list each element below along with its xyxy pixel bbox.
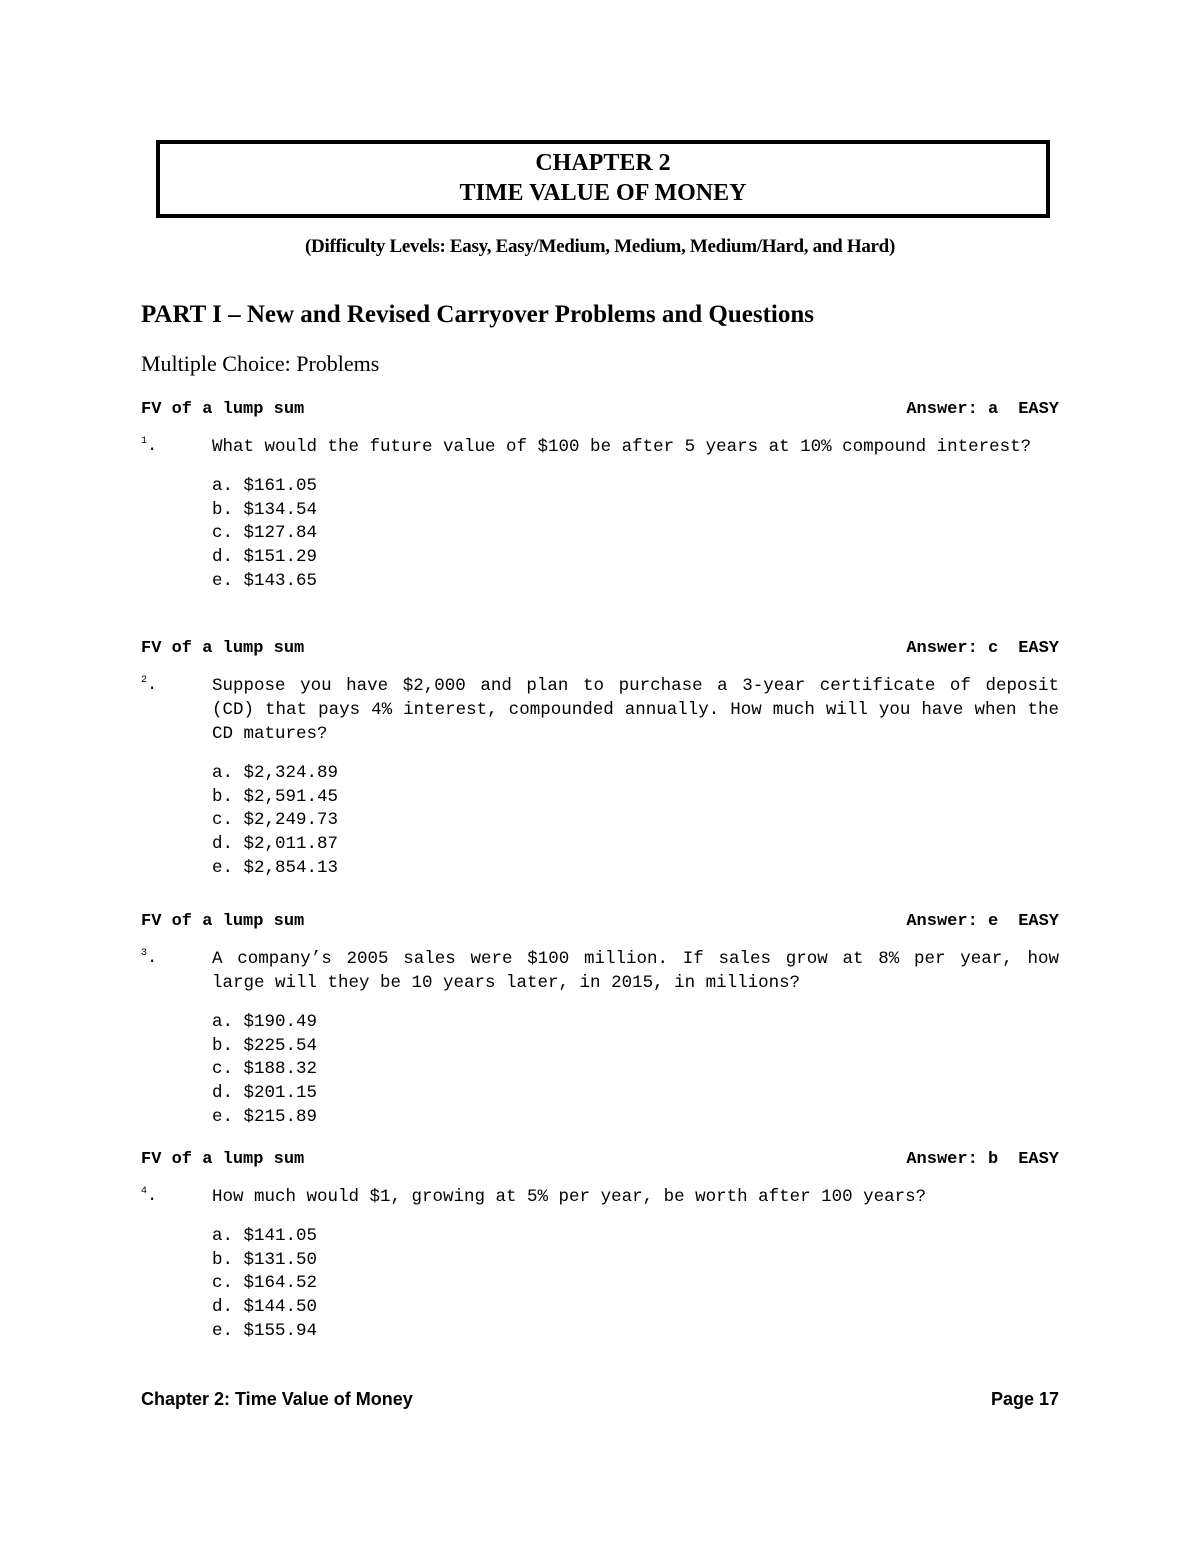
question-header xyxy=(141,912,1059,934)
question-topic: FV of a lump sum xyxy=(141,1150,305,1169)
difficulty-label: EASY xyxy=(1018,400,1059,419)
question-topic: FV of a lump sum xyxy=(141,639,305,658)
option-e: e. $143.65 xyxy=(212,570,318,591)
question-body xyxy=(141,947,1059,1130)
question-1 xyxy=(141,400,1059,594)
section-title: Multiple Choice: Problems xyxy=(141,351,380,376)
footer-chapter-title: Chapter 2: Time Value of Money xyxy=(141,1389,413,1409)
part-title: PART I – New and Revised Carryover Problems and Questions xyxy=(141,301,814,328)
option-a: a. $2,324.89 xyxy=(212,763,339,783)
question-3 xyxy=(141,912,1059,1130)
option-c: c. $164.52 xyxy=(212,1273,318,1294)
question-2 xyxy=(141,639,1059,881)
question-4 xyxy=(141,1150,1059,1344)
chapter-number: CHAPTER 2 xyxy=(535,150,671,176)
answer-label: Answer: a xyxy=(906,400,999,419)
question-header xyxy=(141,400,1059,422)
question-answer-key xyxy=(906,400,1059,422)
option-e: e. $155.94 xyxy=(212,1320,318,1341)
option-b: b. $2,591.45 xyxy=(212,786,339,807)
option-b: b. $131.50 xyxy=(212,1249,318,1270)
option-c: c. $127.84 xyxy=(212,523,318,544)
question-number: $^2$. xyxy=(141,675,158,695)
question-answer-key xyxy=(906,639,1059,661)
question-text: Suppose you have $2,000 and plan to purchase a 3-year certificate of deposit (CD) that pays 4% interest, compounded annually. How much will you have when the CD matures? xyxy=(212,676,1059,744)
option-c: c. $2,249.73 xyxy=(212,810,339,831)
difficulty-note: (Difficulty Levels: Easy, Easy/Medium, Medium, Medium/Hard, and Hard) xyxy=(305,236,895,257)
option-c: c. $188.32 xyxy=(212,1059,318,1080)
question-answer-key xyxy=(906,912,1059,934)
answer-options xyxy=(212,1225,1059,1344)
answer-options xyxy=(212,762,1059,881)
option-a: a. $141.05 xyxy=(212,1226,318,1246)
option-d: d. $2,011.87 xyxy=(212,834,339,855)
difficulty-label: EASY xyxy=(1018,1150,1059,1169)
option-b: b. $225.54 xyxy=(212,1035,318,1056)
question-body xyxy=(141,1185,1059,1344)
answer-label: Answer: e xyxy=(906,912,999,931)
question-header xyxy=(141,1150,1059,1172)
option-d: d. $151.29 xyxy=(212,547,318,568)
question-body xyxy=(141,674,1059,881)
question-text: How much would $1, growing at 5% per year, be worth after 100 years? xyxy=(212,1187,927,1207)
question-header xyxy=(141,639,1059,661)
difficulty-label: EASY xyxy=(1018,912,1059,931)
difficulty-label: EASY xyxy=(1018,639,1059,658)
question-number: $^1$. xyxy=(141,436,158,456)
page-number: Page 17 xyxy=(990,1389,1059,1409)
question-answer-key xyxy=(906,1150,1059,1172)
page-footer xyxy=(141,1389,1059,1410)
option-e: e. $2,854.13 xyxy=(212,857,339,878)
chapter-title: TIME VALUE OF MONEY xyxy=(459,180,747,206)
option-a: a. $190.49 xyxy=(212,1012,318,1032)
option-e: e. $215.89 xyxy=(212,1106,318,1127)
option-b: b. $134.54 xyxy=(212,499,318,520)
answer-label: Answer: c xyxy=(906,639,999,658)
question-number: $^3$. xyxy=(141,948,158,968)
question-body xyxy=(141,435,1059,594)
question-number: $^4$. xyxy=(141,1186,158,1206)
answer-label: Answer: b xyxy=(906,1150,999,1169)
option-d: d. $201.15 xyxy=(212,1083,318,1104)
question-text: A company’s 2005 sales were $100 million. If sales grow at 8% per year, how large will they be 10 years later, in 2015, in millions? xyxy=(212,949,1059,993)
option-d: d. $144.50 xyxy=(212,1297,318,1318)
question-topic: FV of a lump sum xyxy=(141,400,305,419)
question-topic: FV of a lump sum xyxy=(141,912,305,931)
answer-options xyxy=(212,1011,1059,1130)
answer-options xyxy=(212,475,1059,594)
chapter-title-box xyxy=(156,140,1050,218)
question-text: What would the future value of $100 be after 5 years at 10% compound interest? xyxy=(212,437,1032,457)
option-a: a. $161.05 xyxy=(212,476,318,496)
